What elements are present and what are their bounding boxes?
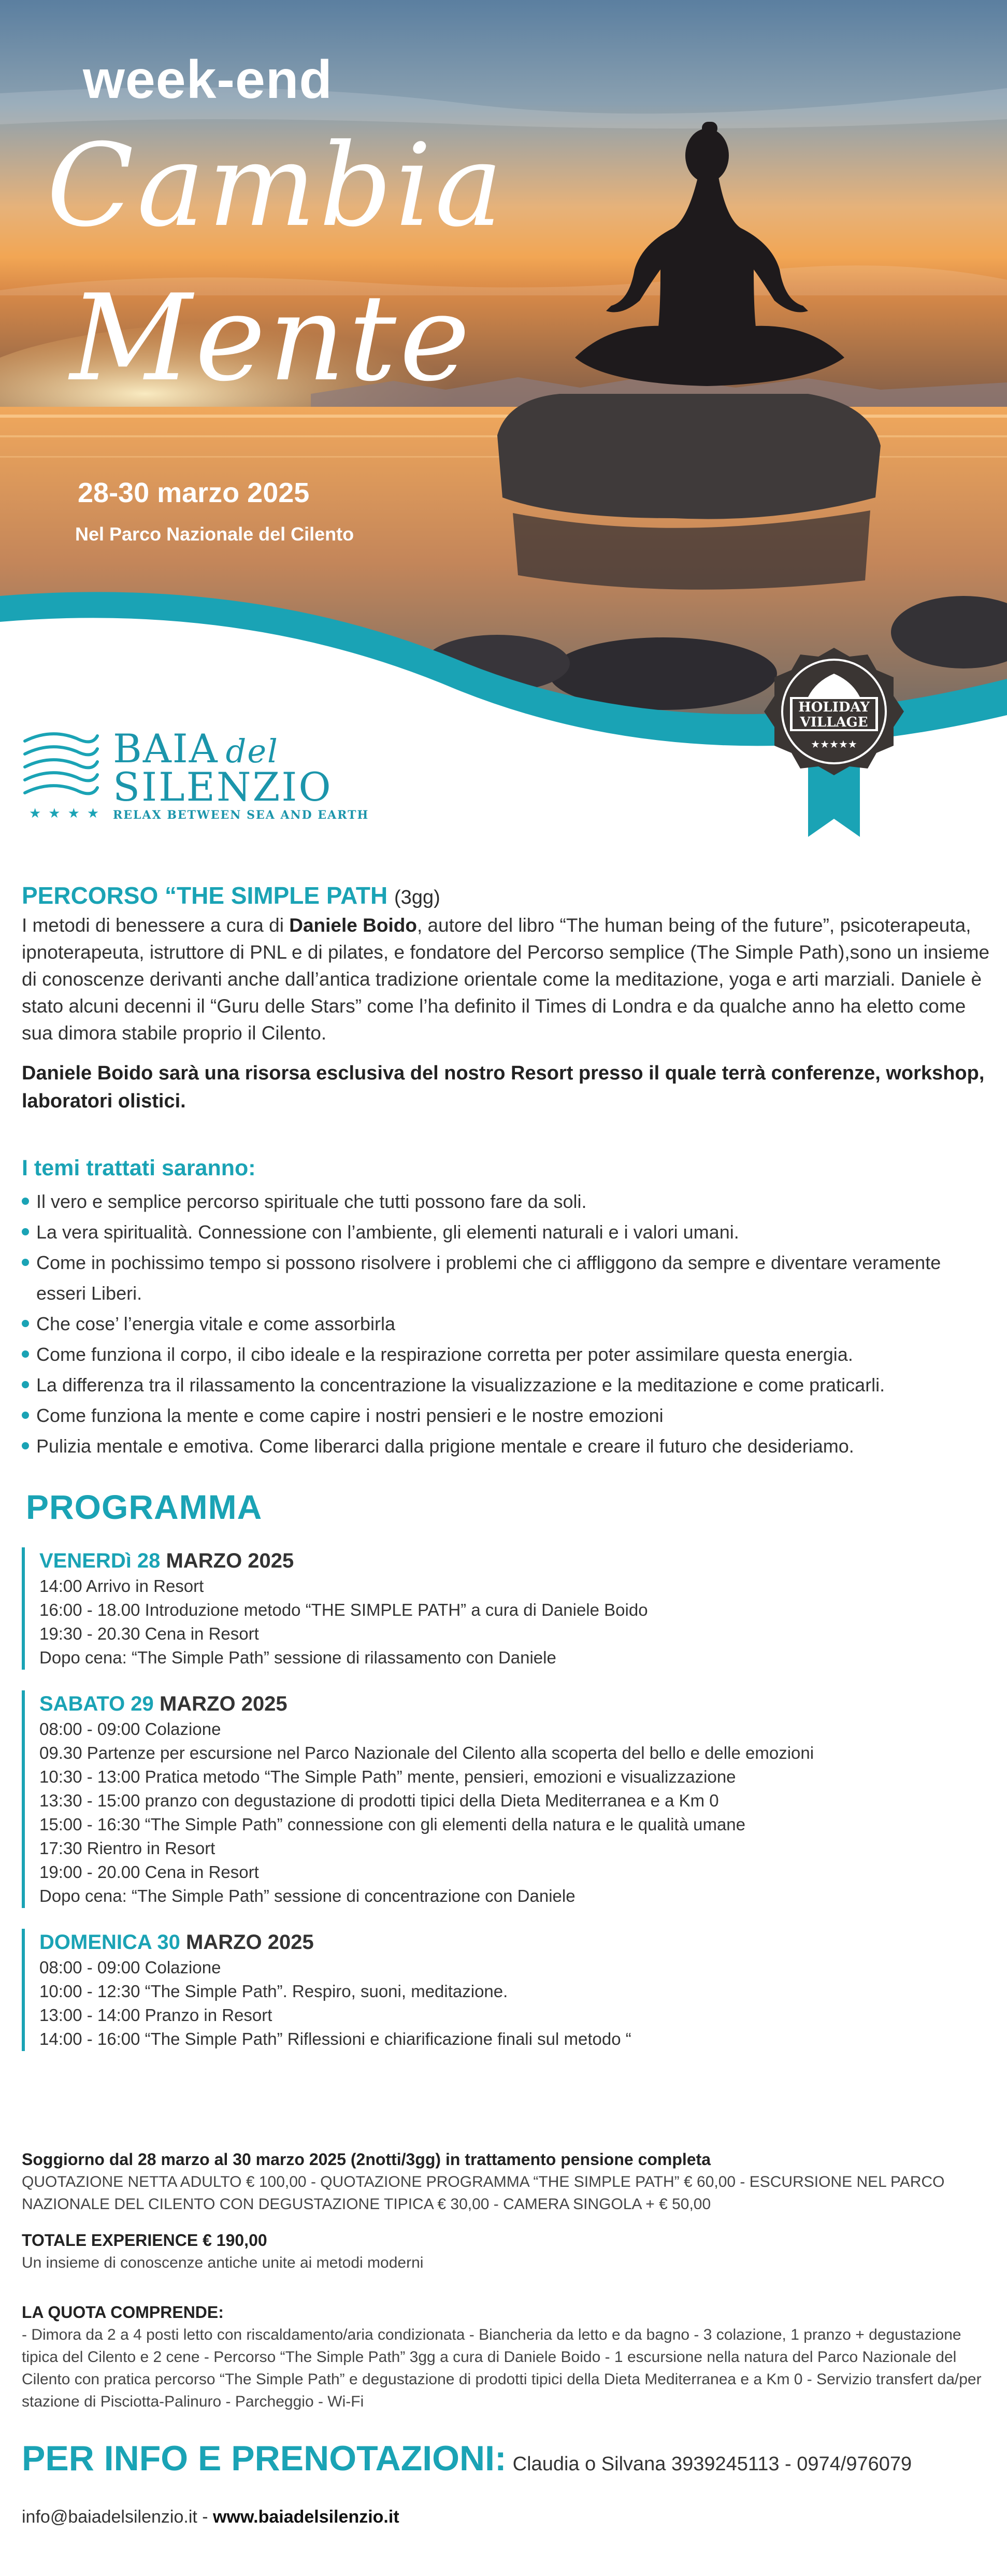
program-day-month: MARZO 2025 — [159, 1692, 287, 1715]
program-line: 15:00 - 16:30 “The Simple Path” connessione con gli elementi della natura e le qualità umane — [39, 1815, 746, 1834]
totale-experience: TOTALE EXPERIENCE € 190,00 — [22, 2231, 267, 2250]
contact-heading — [22, 2438, 912, 2479]
logo-stars: ★★★★ — [29, 805, 107, 821]
program-day-month: MARZO 2025 — [186, 1931, 314, 1954]
percorso-duration: (3gg) — [394, 887, 440, 908]
soggiorno-line: Soggiorno dal 28 marzo al 30 marzo 2025 (2notti/3gg) in trattamento pensione completa — [22, 2150, 711, 2169]
program-line: 13:30 - 15:00 pranzo con degustazione di prodotti tipici della Dieta Mediterranea e a Km 0 — [39, 1791, 719, 1810]
program-line: Dopo cena: “The Simple Path” sessione di concentrazione con Daniele — [39, 1886, 576, 1905]
badge-line1: HOLIDAY — [798, 700, 870, 715]
temi-item: Come funziona il corpo, il cibo ideale e la respirazione corretta per poter assimilare questa energia. — [22, 1339, 990, 1370]
percorso-title-text: PERCORSO “THE SIMPLE PATH — [22, 882, 388, 909]
program-line: 10:00 - 12:30 “The Simple Path”. Respiro, suoni, meditazione. — [39, 1982, 508, 2001]
program-day-name: SABATO 29 — [39, 1692, 154, 1715]
program-line: 19:30 - 20.30 Cena in Resort — [39, 1624, 259, 1643]
program-line: 17:30 Rientro in Resort — [39, 1839, 215, 1858]
temi-item: Il vero e semplice percorso spirituale che tutti possono fare da soli. — [22, 1186, 990, 1217]
program-line: 14:00 - 16:00 “The Simple Path” Riflessioni e chiarificazione finali sul metodo “ — [39, 2029, 631, 2048]
program-line: 13:00 - 14:00 Pranzo in Resort — [39, 2005, 272, 2025]
temi-item: La differenza tra il rilassamento la concentrazione la visualizzazione e la meditazione e come praticarli. — [22, 1370, 990, 1400]
temi-item: La vera spiritualità. Connessione con l’ambiente, gli elementi naturali e i valori umani. — [22, 1217, 990, 1247]
percorso-description — [22, 912, 990, 1047]
percorso-lead: Daniele Boido sarà una risorsa esclusiva del nostro Resort presso il quale terrà conferenze, workshop, laboratori olistici. — [22, 1062, 985, 1112]
weekend-label: week-end — [83, 50, 333, 110]
percorso-title — [22, 881, 990, 912]
author-name: Daniele Boido — [289, 915, 417, 936]
hero-script-title-line2: Mente — [70, 269, 473, 408]
wave-logo-icon — [20, 725, 103, 803]
program-day — [22, 1690, 990, 1908]
programma-title: PROGRAMMA — [26, 1488, 263, 1526]
programma-days — [22, 1547, 990, 2051]
program-line: 14:00 Arrivo in Resort — [39, 1576, 204, 1596]
temi-item: Come in pochissimo tempo si possono risolvere i problemi che ci affliggono da sempre e diventare veramente esseri Liberi. — [22, 1247, 990, 1308]
badge-stars: ★★★★★ — [811, 738, 857, 750]
totale-subtitle: Un insieme di conoscenze antiche unite ai metodi moderni — [22, 2254, 424, 2271]
temi-title: I temi trattati saranno: — [22, 1156, 256, 1180]
program-day-name: DOMENICA 30 — [39, 1931, 180, 1954]
brand-name-line2: SILENZIO — [113, 764, 333, 810]
program-line: 16:00 - 18.00 Introduzione metodo “THE SIMPLE PATH” a cura di Daniele Boido — [39, 1600, 648, 1619]
program-line: 10:30 - 13:00 Pratica metodo “The Simple Path” mente, pensieri, emozioni e visualizzazione — [39, 1767, 736, 1786]
program-line: 08:00 - 09:00 Colazione — [39, 1719, 221, 1739]
program-line: 19:00 - 20.00 Cena in Resort — [39, 1862, 259, 1882]
holiday-village-badge — [761, 645, 907, 842]
website-link[interactable]: www.baiadelsilenzio.it — [213, 2507, 399, 2527]
program-day-title — [39, 1547, 990, 1574]
program-day — [22, 1929, 990, 2051]
program-day — [22, 1547, 990, 1670]
quotazione-text: QUOTAZIONE NETTA ADULTO € 100,00 - QUOTAZIONE PROGRAMMA “THE SIMPLE PATH” € 60,00 - ESCURSIONE NEL PARCO NAZIONALE DEL CILENTO CON DEGUSTAZIONE TIPICA € 30,00 - CAMERA SINGOLA + € 50,00 — [22, 2173, 945, 2213]
temi-item: Che cose’ l’energia vitale e come assorbirla — [22, 1308, 990, 1339]
program-line: 08:00 - 09:00 Colazione — [39, 1958, 221, 1977]
comprende-text: - Dimora da 2 a 4 posti letto con riscaldamento/aria condizionata - Biancheria da letto e da bagno - 3 colazione, 1 pranzo + degustazione tipica del Cilento e 2 cene - Percorso “The Simple Path” 3gg a cura di Daniele Boido - 1 escursione nella natura del Parco Nazionale del Cilento con pratica percorso “The Simple Path” e degustazione di prodotti tipici della Dieta Mediterranea e a Km 0 - Servizio transfert da/per stazione di Pisciotta-Palinuro - Parcheggio - Wi-Fi — [22, 2326, 982, 2410]
program-line: 09.30 Partenze per escursione nel Parco Nazionale del Cilento alla scoperta del bello e delle emozioni — [39, 1743, 814, 1762]
temi-list — [22, 1186, 990, 1461]
brand-baia: BAIA — [113, 725, 219, 772]
footer-separator: - — [197, 2507, 213, 2527]
program-line: Dopo cena: “The Simple Path” sessione di rilassamento con Daniele — [39, 1648, 556, 1667]
pricing-info — [22, 2148, 985, 2413]
footer-contacts — [22, 2507, 399, 2527]
temi-item: Pulizia mentale e emotiva. Come liberarci dalla prigione mentale e creare il futuro che desideriamo. — [22, 1431, 990, 1461]
percorso-text-end: , autore del libro “The human being of the future”, psicoterapeuta, ipnoterapeuta, istruttore di PNL e di pilates, e fondatore del Percorso semplice (The Simple Path),sono un insieme di conoscenze derivanti anche dall’antica tradizione orientale come la meditazione, yoga e arti marziali. Daniele è stato alcuni decenni il “Guru delle Stars” come l’ha definito il Times di Londra e da qualche anno ha eletto come sua dimora stabile proprio il Cilento. — [22, 915, 990, 1044]
brand-tagline: RELAX BETWEEN SEA AND EARTH — [113, 808, 369, 822]
contact-phones: Claudia o Silvana 3939245113 - 0974/976079 — [512, 2453, 912, 2475]
main-content — [22, 881, 990, 2051]
program-day-month: MARZO 2025 — [166, 1549, 294, 1572]
brand-del: del — [225, 732, 279, 770]
temi-item: Come funziona la mente e come capire i nostri pensieri e le nostre emozioni — [22, 1400, 990, 1431]
event-dates: 28-30 marzo 2025 — [78, 477, 310, 508]
contact-title: PER INFO E PRENOTAZIONI: — [22, 2439, 507, 2478]
hero-script-title-line1: Cambia — [47, 119, 506, 252]
program-day-title — [39, 1690, 990, 1717]
badge-line2: VILLAGE — [800, 715, 868, 730]
program-day-title — [39, 1929, 990, 1956]
comprende-title: LA QUOTA COMPRENDE: — [22, 2303, 224, 2322]
program-day-name: VENERDì 28 — [39, 1549, 161, 1572]
baia-del-silenzio-logo — [20, 725, 382, 829]
email-link[interactable]: info@baiadelsilenzio.it — [22, 2507, 197, 2527]
percorso-text-start: I metodi di benessere a cura di — [22, 915, 290, 936]
event-location: Nel Parco Nazionale del Cilento — [75, 523, 354, 545]
